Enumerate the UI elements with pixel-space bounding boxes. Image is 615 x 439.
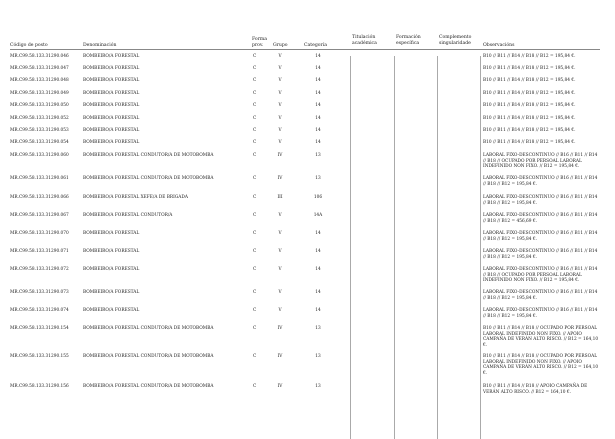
denominacion-cell: BOMBEIRO/A FORESTAL [83,116,140,121]
forma-prov-cell: C [253,128,257,133]
denominacion-cell: BOMBEIRO/A FORESTAL [83,128,140,133]
observacions-cell [483,54,603,60]
code-cell: MR.C99.58.133.31290.155 [10,354,69,359]
denominacion-cell: BOMBEIRO/A FORESTAL CONDUTOR/A DE MOTOBOMBA [83,176,214,181]
grupo-cell: IV [277,384,283,389]
observacions-line: // B18 // B12 = 195,84 €. [483,200,537,206]
grupo-cell: V [278,128,282,133]
code-cell: MR.C99.58.133.31290.049 [10,91,69,96]
observacions-cell [483,290,603,301]
grupo-cell: V [278,103,282,108]
observacions-line: // B18 // B12 = 456,69 €. [483,218,537,224]
code-cell: MR.C99.58.133.31290.054 [10,140,69,145]
observacions-cell [483,249,603,260]
categoria-cell: 14 [315,128,321,133]
categoria-cell: 14 [315,308,321,313]
forma-prov-cell: C [253,267,257,272]
code-cell: MR.C99.58.133.31290.052 [10,116,69,121]
header-formacion [396,35,421,46]
code-cell: MR.C99.58.133.31290.072 [10,267,69,272]
code-cell: MR.C99.58.133.31290.047 [10,66,69,71]
grupo-cell: V [278,78,282,83]
grupo-cell: V [278,213,282,218]
header-titulacion-line1: Titulación [352,35,376,40]
forma-prov-cell: C [253,308,257,313]
observacions-cell [483,153,603,170]
observacions-line: CAMPAÑA DE VERÁN ALTO RISCO. // B12 = 164,10 [483,337,599,343]
observacions-cell [483,308,603,319]
observacions-cell [483,176,603,187]
header-complemento-line1: Complemento [439,35,472,40]
observacions-cell [483,91,603,97]
forma-prov-cell: C [253,91,257,96]
observacions-line: €. [483,343,488,349]
denominacion-cell: BOMBEIRO/A FORESTAL CONDUTOR/A DE MOTOBOMBA [83,153,214,158]
observacions-line: LABORAL FIXO-DESCONTINUO // B16 // B11 // B14 [483,249,598,254]
denominacion-cell: BOMBEIRO/A FORESTAL XEFE/A DE BRIGADA [83,195,188,200]
observacions-line: // B18 // B12 = 195,84 €. [483,236,537,242]
observacions-line: INDEFINIDO NON FIXO. // B12 = 195,84 €. [483,278,580,284]
denominacion-cell: BOMBEIRO/A FORESTAL [83,290,140,295]
header-formacion-line1: Formación [396,35,421,40]
header-forma-prov [252,37,267,48]
observacions-cell [483,103,603,109]
categoria-cell: 13 [315,384,321,389]
observacions-cell [483,231,603,242]
denominacion-cell: BOMBEIRO/A FORESTAL [83,54,140,59]
forma-prov-cell: C [253,249,257,254]
observacions-cell [483,354,603,377]
observacions-line: // B18 // B12 = 195,84 €. [483,295,537,301]
header-complemento-line2: singularidade [439,40,471,46]
categoria-cell: 14A [313,213,323,218]
categoria-cell: 14 [315,54,321,59]
forma-prov-cell: C [253,54,257,59]
code-cell: MR.C99.58.133.31290.046 [10,54,69,59]
observacions-line: B10 // B11 // B14 // B18 // B12 = 195,84 €. [483,54,576,59]
observacions-line: B10 // B11 // B14 // B18 // B12 = 195,84 €. [483,103,576,108]
header-categoria: Categoría [304,43,327,48]
code-cell: MR.C99.58.133.31290.070 [10,231,69,236]
categoria-cell: 13 [315,354,321,359]
code-cell: MR.C99.58.133.31290.060 [10,153,69,158]
observacions-cell [483,326,603,349]
grupo-cell: V [278,66,282,71]
categoria-cell: 14 [315,249,321,254]
column-divider [437,56,438,439]
categoria-cell: 106 [313,195,323,200]
forma-prov-cell: C [253,354,257,359]
header-codigo: Código de posto [10,43,48,48]
code-cell: MR.C99.58.133.31290.071 [10,249,69,254]
observacions-line: B10 // B11 // B14 // B18 // B12 = 195,84 €. [483,116,576,121]
code-cell: MR.C99.58.133.31290.154 [10,326,69,331]
observacions-cell [483,213,603,224]
grupo-cell: V [278,231,282,236]
grupo-cell: III [277,195,283,200]
categoria-cell: 14 [315,91,321,96]
observacions-line: B10 // B11 // B14 // B18 // B12 = 195,84 €. [483,91,576,96]
observacions-line: // B18 // OCUPADO POR PERSOAL LABORAL [483,272,582,278]
grupo-cell: V [278,308,282,313]
header-forma-prov-line2: prov. [252,42,264,48]
forma-prov-cell: C [253,326,257,331]
forma-prov-cell: C [253,103,257,108]
denominacion-cell: BOMBEIRO/A FORESTAL [83,249,140,254]
column-divider [350,56,351,439]
header-titulacion-line2: académica [352,40,377,46]
observacions-line: // B18 // OCUPADO POR PERSOAL LABORAL [483,158,582,164]
observacions-line: B10 // B11 // B14 // B18 // OCUPADO POR PERSOAL [483,326,598,331]
categoria-cell: 14 [315,267,321,272]
observacions-line: B10 // B11 // B14 // B18 // B12 = 195,84 €. [483,128,576,133]
denominacion-cell: BOMBEIRO/A FORESTAL [83,267,140,272]
grupo-cell: V [278,290,282,295]
denominacion-cell: BOMBEIRO/A FORESTAL [83,66,140,71]
categoria-cell: 13 [315,153,321,158]
column-divider [480,56,481,439]
observacions-line: VERÁN ALTO RISCO. // B12 = 164,10 €. [483,389,571,395]
forma-prov-cell: C [253,213,257,218]
header-forma-prov-line1: Forma [252,37,267,42]
observacions-line: // B18 // B12 = 195,84 €. [483,313,537,319]
code-cell: MR.C99.58.133.31290.156 [10,384,69,389]
categoria-cell: 13 [315,326,321,331]
code-cell: MR.C99.58.133.31290.074 [10,308,69,313]
observacions-line: LABORAL FIXO-DESCONTINUO // B16 // B11 // B14 [483,267,598,272]
denominacion-cell: BOMBEIRO/A FORESTAL CONDUTOR/A DE MOTOBOMBA [83,326,214,331]
grupo-cell: V [278,140,282,145]
observacions-cell [483,267,603,284]
grupo-cell: V [278,91,282,96]
denominacion-cell: BOMBEIRO/A FORESTAL [83,103,140,108]
forma-prov-cell: C [253,78,257,83]
header-observacions: Observacións [483,43,515,48]
observacions-line: // B18 // B12 = 195,84 €. [483,254,537,260]
observacions-cell [483,195,603,206]
observacions-line: B10 // B11 // B14 // B18 // B12 = 195,84 €. [483,78,576,83]
header-formacion-line2: específica [396,40,420,46]
column-divider [394,56,395,439]
categoria-cell: 14 [315,140,321,145]
observacions-cell [483,78,603,84]
forma-prov-cell: C [253,195,257,200]
observacions-line: €. [483,371,488,377]
forma-prov-cell: C [253,66,257,71]
observacions-line: // B18 // B12 = 195,84 €. [483,181,537,187]
observacions-line: B10 // B11 // B14 // B18 // B12 = 195,84 €. [483,140,576,145]
grupo-cell: IV [277,176,283,181]
observacions-line: CAMPAÑA DE VERÁN ALTO RISCO. // B12 = 164,10 [483,365,599,371]
code-cell: MR.C99.58.133.31290.061 [10,176,69,181]
denominacion-cell: BOMBEIRO/A FORESTAL [83,140,140,145]
forma-prov-cell: C [253,153,257,158]
categoria-cell: 13 [315,176,321,181]
denominacion-cell: BOMBEIRO/A FORESTAL [83,91,140,96]
code-cell: MR.C99.58.133.31290.053 [10,128,69,133]
categoria-cell: 14 [315,66,321,71]
categoria-cell: 14 [315,103,321,108]
observacions-line: B10 // B11 // B14 // B18 // OCUPADO POR PERSOAL [483,354,598,359]
observacions-line: LABORAL FIXO-DESCONTINUO // B16 // B11 // B14 [483,195,598,200]
code-cell: MR.C99.58.133.31290.050 [10,103,69,108]
grupo-cell: V [278,249,282,254]
header-titulacion [352,35,377,46]
code-cell: MR.C99.58.133.31290.048 [10,78,69,83]
forma-prov-cell: C [253,176,257,181]
observacions-line: B10 // B11 // B14 // B18 // APOIO CAMPAÑA DE [483,384,588,389]
observacions-cell [483,140,603,146]
grupo-cell: IV [277,153,283,158]
observacions-cell [483,66,603,72]
categoria-cell: 14 [315,290,321,295]
header-divider [10,49,600,50]
observacions-line: LABORAL FIXO-DESCONTINUO // B16 // B11 // B14 [483,308,598,313]
observacions-line: LABORAL INDEFINIDO NON FIXO. // APOIO [483,331,582,337]
observacions-line: LABORAL FIXO-DESCONTINUO // B16 // B11 // B14 [483,213,598,218]
denominacion-cell: BOMBEIRO/A FORESTAL CONDUTOR/A DE MOTOBOMBA [83,384,214,389]
grupo-cell: IV [277,354,283,359]
denominacion-cell: BOMBEIRO/A FORESTAL [83,308,140,313]
forma-prov-cell: C [253,290,257,295]
forma-prov-cell: C [253,231,257,236]
header-complemento [439,35,471,46]
categoria-cell: 14 [315,116,321,121]
observacions-line: LABORAL FIXO-DESCONTINUO // B16 // B11 // B14 [483,176,598,181]
code-cell: MR.C99.58.133.31290.073 [10,290,69,295]
observacions-line: INDEFINIDO NON FIXO. // B12 = 195,84 €. [483,164,580,170]
observacions-line: LABORAL FIXO-DESCONTINUO // B16 // B11 // B14 [483,153,598,158]
denominacion-cell: BOMBEIRO/A FORESTAL [83,78,140,83]
observacions-line: LABORAL FIXO-DESCONTINUO // B16 // B11 // B14 [483,290,598,295]
forma-prov-cell: C [253,384,257,389]
grupo-cell: IV [277,326,283,331]
observacions-line: LABORAL FIXO-DESCONTINUO // B16 // B11 // B14 [483,231,598,236]
observacions-cell [483,384,603,395]
observacions-line: LABORAL INDEFINIDO NON FIXO. // APOIO [483,359,582,365]
code-cell: MR.C99.58.133.31290.067 [10,213,69,218]
grupo-cell: V [278,267,282,272]
header-denominacion: Denominación [83,43,117,48]
denominacion-cell: BOMBEIRO/A FORESTAL CONDUTOR/A DE MOTOBOMBA [83,354,214,359]
forma-prov-cell: C [253,140,257,145]
header-grupo: Grupo [273,43,288,48]
code-cell: MR.C99.58.133.31290.066 [10,195,69,200]
denominacion-cell: BOMBEIRO/A FORESTAL CONDUTOR/A [83,213,173,218]
forma-prov-cell: C [253,116,257,121]
grupo-cell: V [278,54,282,59]
grupo-cell: V [278,116,282,121]
categoria-cell: 14 [315,231,321,236]
observacions-cell [483,128,603,134]
categoria-cell: 14 [315,78,321,83]
observacions-cell [483,116,603,122]
denominacion-cell: BOMBEIRO/A FORESTAL [83,231,140,236]
observacions-line: B10 // B11 // B14 // B18 // B12 = 195,84 €. [483,66,576,71]
